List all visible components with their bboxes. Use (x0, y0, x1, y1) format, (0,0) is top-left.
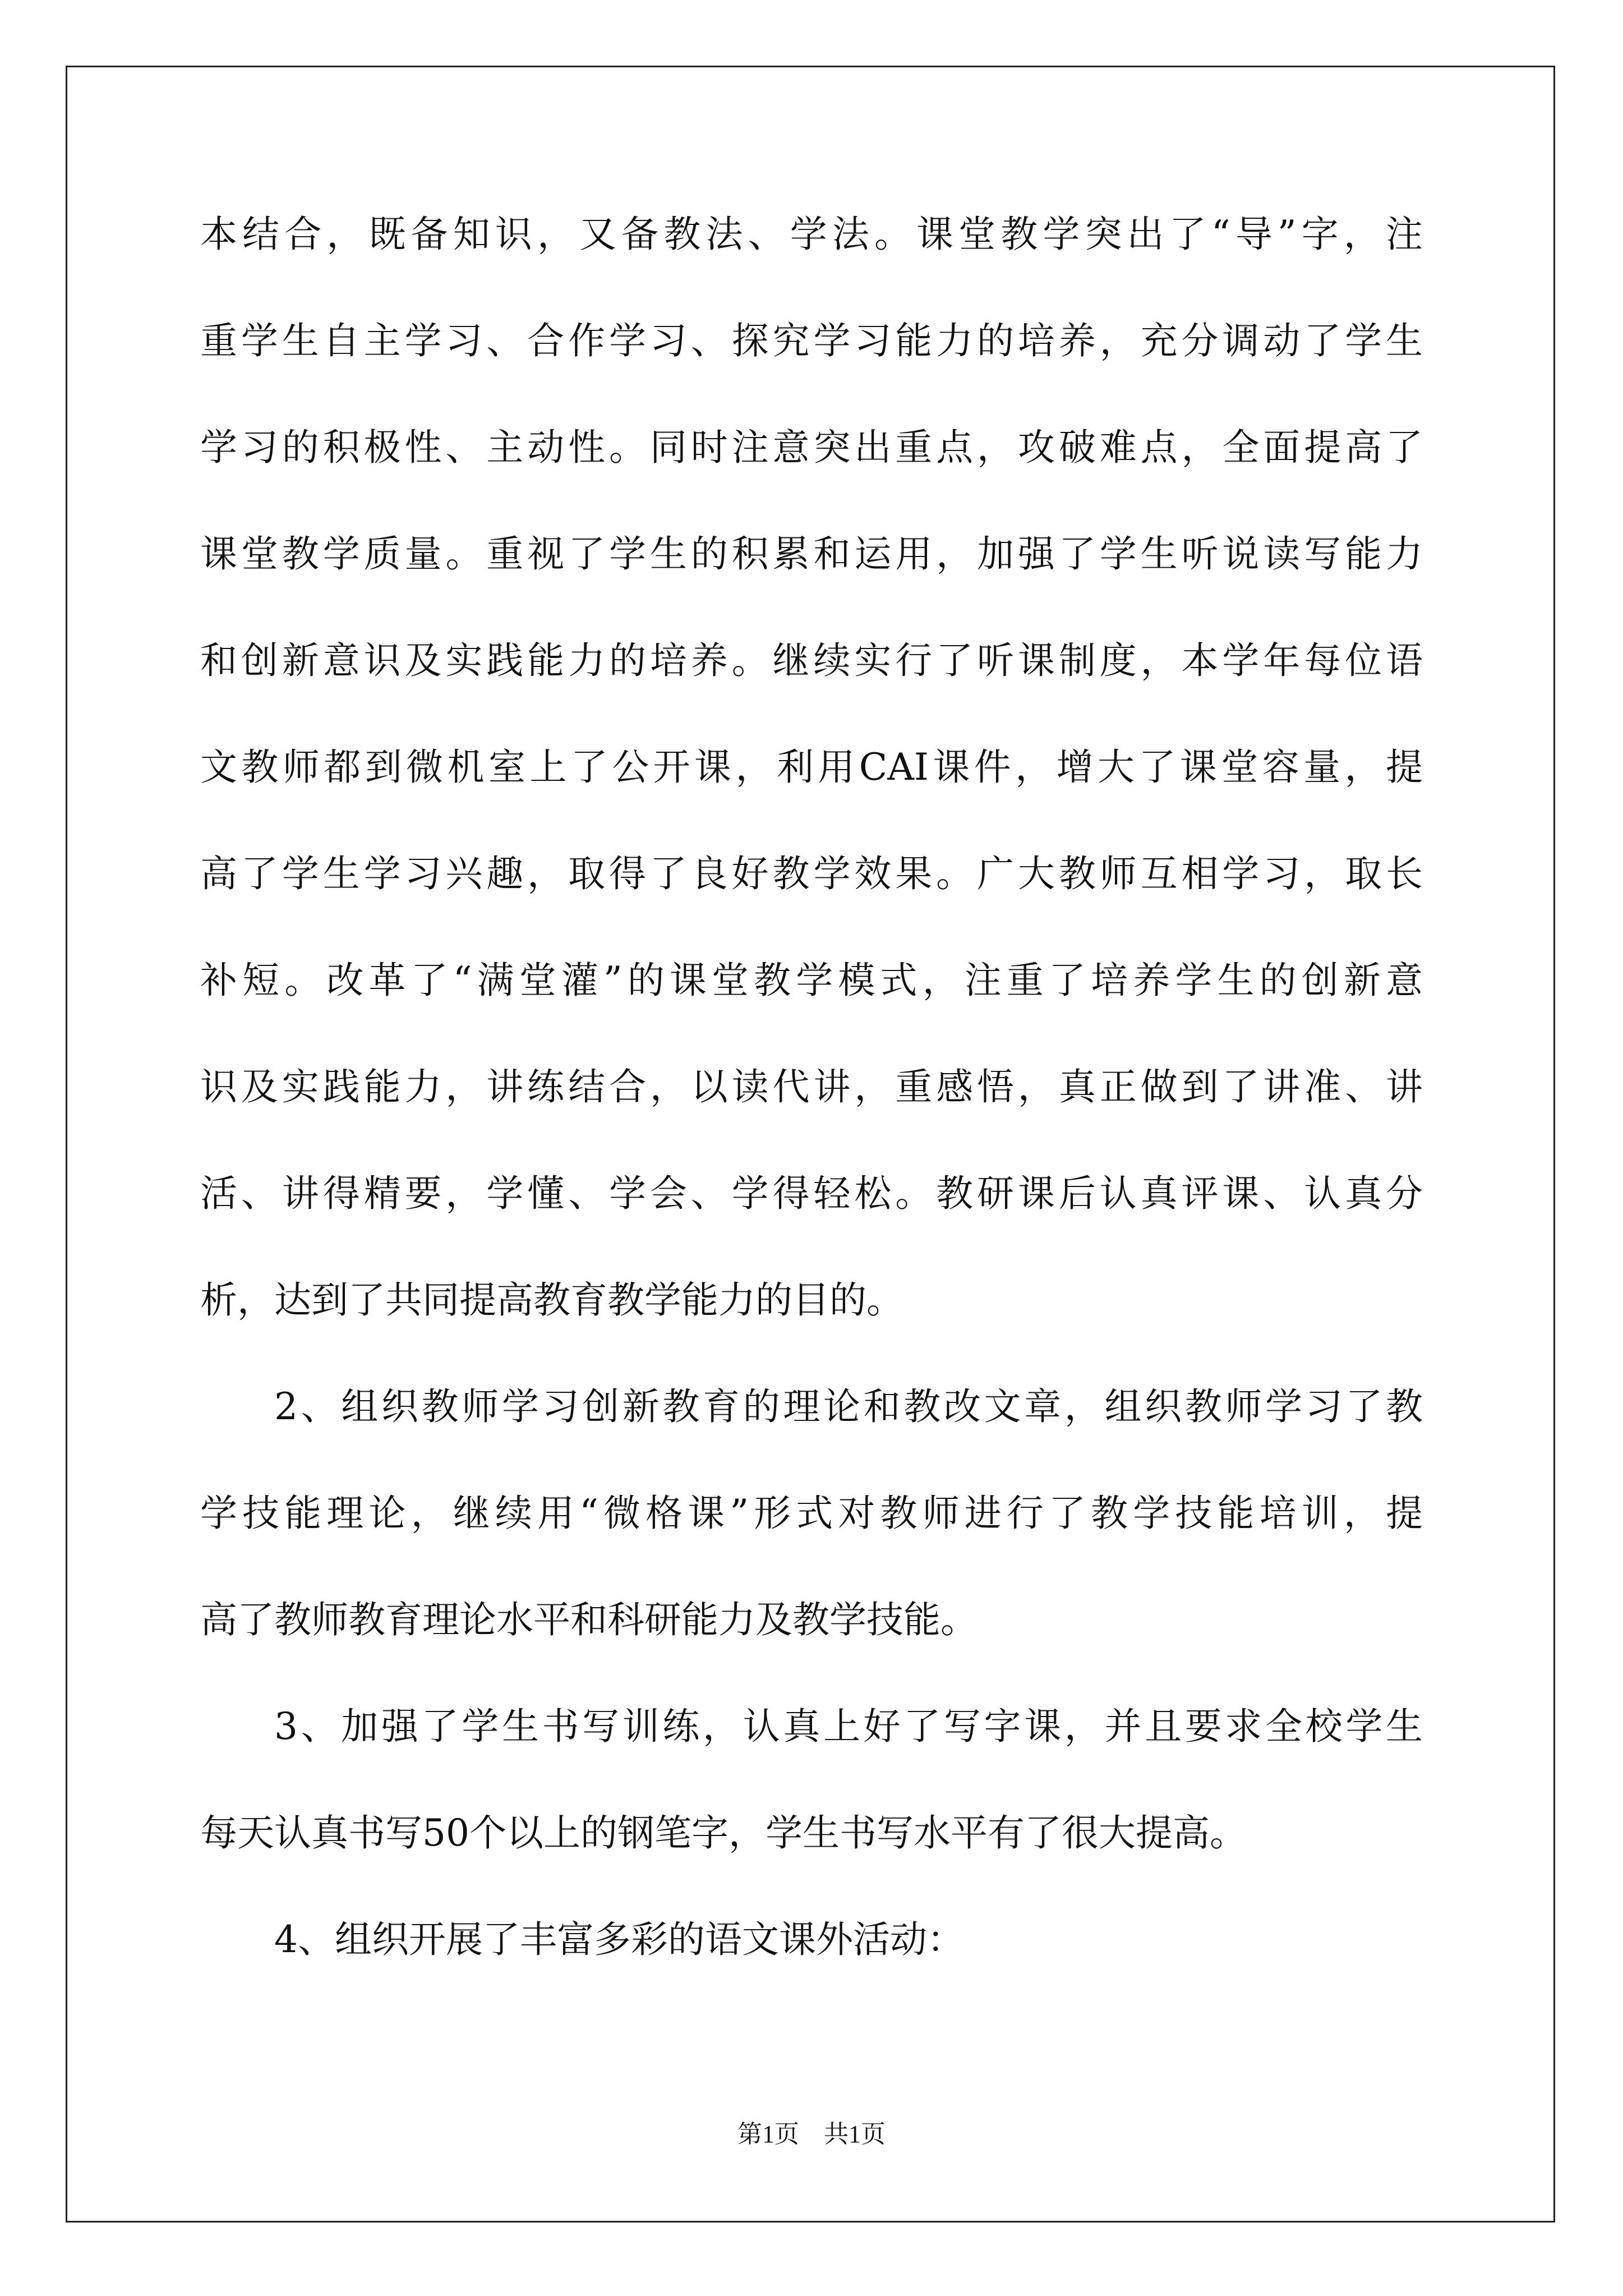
paragraph-line: 高了学生学习兴趣，取得了良好教学效果。广大教师互相学习，取长 (200, 852, 1423, 895)
paragraph-line: 学习的积极性、主动性。同时注意突出重点，攻破难点，全面提高了 (200, 426, 1423, 469)
paragraph-line: 析，达到了共同提高教育教学能力的目的。 (200, 1278, 903, 1322)
paragraph-line: 课堂教学质量。重视了学生的积累和运用，加强了学生听说读写能力 (200, 532, 1423, 576)
paragraph-line: 和创新意识及实践能力的培养。继续实行了听课制度，本学年每位语 (200, 639, 1423, 682)
paragraph-line: 识及实践能力，讲练结合，以读代讲，重感悟，真正做到了讲准、讲 (200, 1065, 1423, 1108)
paragraph-line: 活、讲得精要，学懂、学会、学得轻松。教研课后认真评课、认真分 (200, 1172, 1423, 1215)
page-number-footer: 第1页 共1页 (737, 2120, 886, 2148)
paragraph-line: 高了教师教育理论水平和科研能力及教学技能。 (200, 1598, 978, 1641)
paragraph-line: 补短。改革了“满堂灌”的课堂教学模式，注重了培养学生的创新意 (200, 959, 1423, 1002)
paragraph-line: 4、组织开展了丰富多彩的语文课外活动： (274, 1918, 964, 1961)
paragraph-line: 重学生自主学习、合作学习、探究学习能力的培养，充分调动了学生 (200, 319, 1423, 362)
paragraph-line: 学技能理论，继续用“微格课”形式对教师进行了教学技能培训，提 (200, 1492, 1423, 1535)
paragraph-line: 本结合，既备知识，又备教法、学法。课堂教学突出了“导”字，注 (200, 213, 1423, 256)
paragraph-line: 每天认真书写50个以上的钢笔字，学生书写水平有了很大提高。 (200, 1811, 1247, 1855)
document-body (200, 213, 1423, 2028)
paragraph-line: 2、组织教师学习创新教育的理论和教改文章，组织教师学习了教 (274, 1385, 1423, 1428)
paragraph-line: 文教师都到微机室上了公开课，利用CAI课件，增大了课堂容量，提 (200, 746, 1423, 789)
paragraph-line: 3、加强了学生书写训练，认真上好了写字课，并且要求全校学生 (274, 1705, 1423, 1748)
